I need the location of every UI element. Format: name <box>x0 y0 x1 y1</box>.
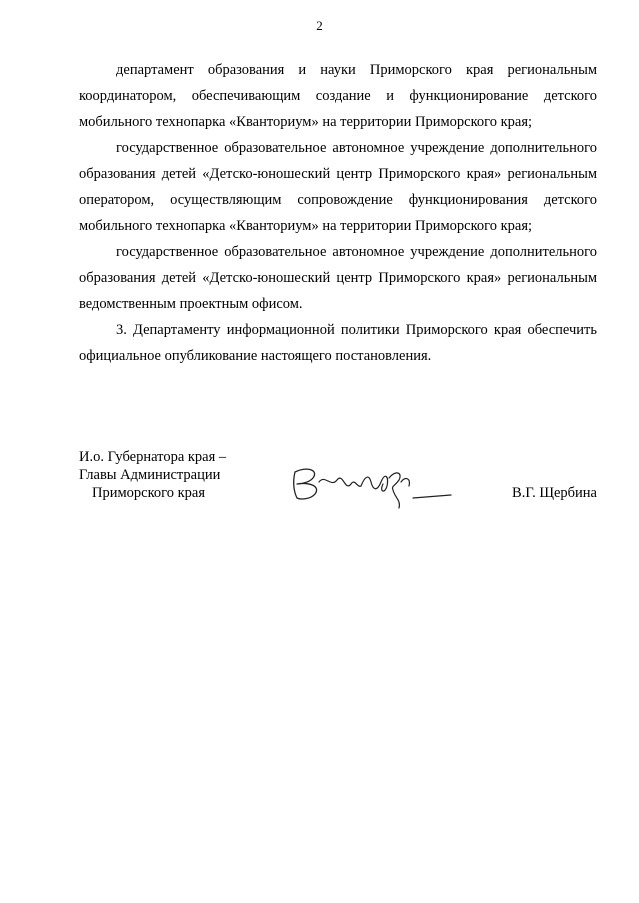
paragraph-regional-operator: государственное образовательное автономное учреждение дополнительного образования детей «Детско-юношеский центр Приморского края» региональным оператором, осуществляющим сопровождение функционирования детского мобильного технопарка «Кванториум» на территории Приморского края; <box>79 140 597 234</box>
signer-title <box>79 448 226 502</box>
signer-name: В.Г. Щербина <box>512 485 597 501</box>
paragraph-project-office: государственное образовательное автономное учреждение дополнительного образования детей «Детско-юношеский центр Приморского края» региональным ведомственным проектным офисом. <box>79 244 597 312</box>
signature-block <box>79 448 597 528</box>
handwritten-signature <box>285 458 455 510</box>
document-body <box>79 57 597 369</box>
paragraph-regional-coordinator: департамент образования и науки Приморского края региональным координатором, обеспечивающим создание и функционирование детского мобильного технопарка «Кванториум» на территории Приморского края; <box>79 62 597 130</box>
page-number: 2 <box>316 18 323 33</box>
signer-title-line: Главы Администрации <box>79 467 221 483</box>
signer-title-line: И.о. Губернатора края – <box>79 449 227 465</box>
signer-title-line: Приморского края <box>92 485 206 501</box>
paragraph-publication-order: 3. Департаменту информационной политики Приморского края обеспечить официальное опубликование настоящего постановления. <box>79 322 597 364</box>
